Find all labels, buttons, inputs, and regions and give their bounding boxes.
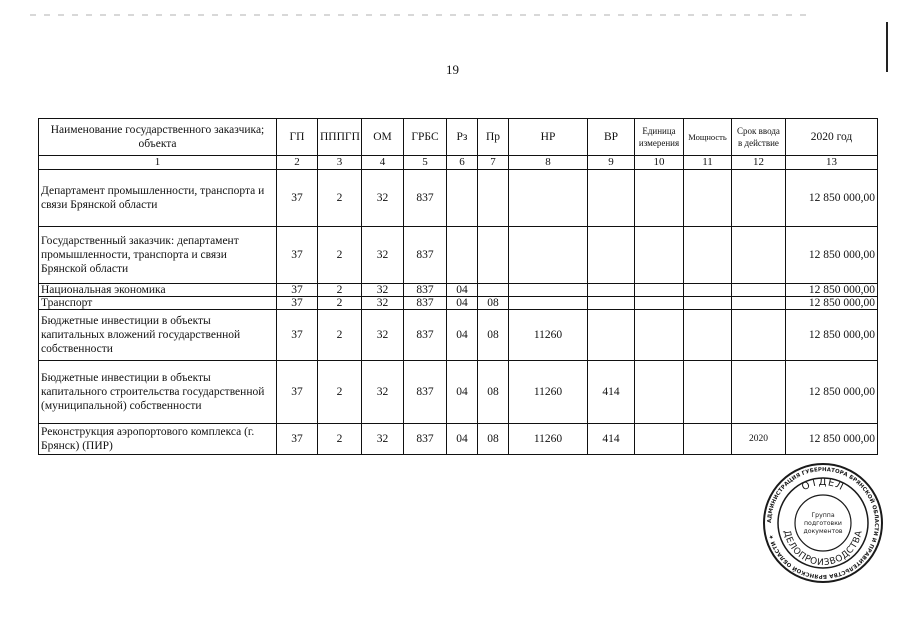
row-om: 32 <box>362 424 404 455</box>
row-grbs: 837 <box>404 297 447 310</box>
table-row <box>39 297 878 310</box>
row-unit <box>635 297 684 310</box>
budget-table <box>38 118 878 455</box>
row-amount: 12 850 000,00 <box>786 284 878 297</box>
table-row <box>39 170 878 227</box>
header-pppgp: ПППГП <box>318 119 362 156</box>
row-gp: 37 <box>277 424 318 455</box>
row-nr <box>509 297 588 310</box>
stamp-center-line: документов <box>803 528 843 535</box>
column-number: 4 <box>362 156 404 170</box>
row-rz: 04 <box>447 310 478 361</box>
stamp-ring-top-text: ОТДЕЛ <box>800 476 846 494</box>
row-om: 32 <box>362 227 404 284</box>
row-amount: 12 850 000,00 <box>786 297 878 310</box>
row-nr: 11260 <box>509 424 588 455</box>
row-pr: 08 <box>478 297 509 310</box>
stamp-center-line: подготовки <box>804 520 842 527</box>
row-amount: 12 850 000,00 <box>786 170 878 227</box>
row-pr: 08 <box>478 310 509 361</box>
row-term <box>732 361 786 424</box>
row-term <box>732 310 786 361</box>
column-number: 13 <box>786 156 878 170</box>
column-number: 12 <box>732 156 786 170</box>
table-row <box>39 227 878 284</box>
row-unit <box>635 310 684 361</box>
row-pppgp: 2 <box>318 284 362 297</box>
row-unit <box>635 170 684 227</box>
row-unit <box>635 424 684 455</box>
row-amount: 12 850 000,00 <box>786 424 878 455</box>
official-stamp <box>762 462 884 584</box>
header-nr: НР <box>509 119 588 156</box>
row-grbs: 837 <box>404 310 447 361</box>
column-number: 10 <box>635 156 684 170</box>
table-row <box>39 310 878 361</box>
row-grbs: 837 <box>404 227 447 284</box>
row-rz: 04 <box>447 361 478 424</box>
row-grbs: 837 <box>404 284 447 297</box>
row-om: 32 <box>362 361 404 424</box>
header-unit: Единица измерения <box>635 119 684 156</box>
row-pppgp: 2 <box>318 361 362 424</box>
page-number: 19 <box>446 62 459 77</box>
row-grbs: 837 <box>404 170 447 227</box>
row-name: Департамент промышленности, транспорта и связи Брянской области <box>39 170 277 227</box>
table-row <box>39 361 878 424</box>
row-nr <box>509 227 588 284</box>
row-amount: 12 850 000,00 <box>786 310 878 361</box>
row-unit <box>635 284 684 297</box>
row-name: Государственный заказчик: департамент промышленности, транспорта и связи Брянской области <box>39 227 277 284</box>
column-number: 1 <box>39 156 277 170</box>
row-gp: 37 <box>277 361 318 424</box>
row-power <box>684 361 732 424</box>
row-rz <box>447 170 478 227</box>
row-term: 2020 <box>732 424 786 455</box>
column-number: 6 <box>447 156 478 170</box>
row-power <box>684 310 732 361</box>
header-vr: ВР <box>588 119 635 156</box>
row-name: Транспорт <box>39 297 277 310</box>
row-name: Национальная экономика <box>39 284 277 297</box>
table-row <box>39 424 878 455</box>
row-rz: 04 <box>447 297 478 310</box>
column-number: 11 <box>684 156 732 170</box>
row-amount: 12 850 000,00 <box>786 227 878 284</box>
svg-text:ДЕЛОПРОИЗВОДСТВА <box>781 529 865 568</box>
row-pr <box>478 170 509 227</box>
header-pr: Пр <box>478 119 509 156</box>
row-om: 32 <box>362 284 404 297</box>
row-term <box>732 284 786 297</box>
column-number: 3 <box>318 156 362 170</box>
header-om: ОМ <box>362 119 404 156</box>
row-pr: 08 <box>478 361 509 424</box>
row-pr: 08 <box>478 424 509 455</box>
row-amount: 12 850 000,00 <box>786 361 878 424</box>
row-term <box>732 297 786 310</box>
row-power <box>684 227 732 284</box>
svg-text:ОТДЕЛ <box>800 477 846 493</box>
row-power <box>684 284 732 297</box>
stamp-center-line: Группа <box>811 512 835 519</box>
row-pppgp: 2 <box>318 170 362 227</box>
header-term: Срок ввода в действие <box>732 119 786 156</box>
row-nr <box>509 170 588 227</box>
row-vr <box>588 284 635 297</box>
scan-artifact-line <box>30 14 810 16</box>
stamp-outer-text: АДМИНИСТРАЦИЯ ГУБЕРНАТОРА БРЯНСКОЙ ОБЛАСТИ И ПРАВИТЕЛЬСТВА БРЯНСКОЙ ОБЛАСТИ ★ <box>766 466 880 580</box>
row-vr <box>588 297 635 310</box>
row-nr: 11260 <box>509 361 588 424</box>
row-unit <box>635 361 684 424</box>
row-grbs: 837 <box>404 361 447 424</box>
header-grbs: ГРБС <box>404 119 447 156</box>
header-year: 2020 год <box>786 119 878 156</box>
row-power <box>684 170 732 227</box>
row-vr: 414 <box>588 424 635 455</box>
row-grbs: 837 <box>404 424 447 455</box>
row-vr <box>588 227 635 284</box>
column-number: 2 <box>277 156 318 170</box>
row-vr <box>588 310 635 361</box>
column-number: 8 <box>509 156 588 170</box>
row-pppgp: 2 <box>318 227 362 284</box>
row-pr <box>478 284 509 297</box>
stamp-ring-bottom-text: ДЕЛОПРОИЗВОДСТВА <box>781 529 865 569</box>
row-name: Бюджетные инвестиции в объекты капитальных вложений государственной собственности <box>39 310 277 361</box>
row-power <box>684 297 732 310</box>
table-body <box>39 156 878 455</box>
header-row <box>39 119 878 156</box>
row-term <box>732 170 786 227</box>
row-pppgp: 2 <box>318 297 362 310</box>
row-nr: 11260 <box>509 310 588 361</box>
row-rz: 04 <box>447 284 478 297</box>
row-pppgp: 2 <box>318 424 362 455</box>
row-power <box>684 424 732 455</box>
row-nr <box>509 284 588 297</box>
column-number-row <box>39 156 878 170</box>
row-om: 32 <box>362 310 404 361</box>
row-rz: 04 <box>447 424 478 455</box>
row-rz <box>447 227 478 284</box>
header-power: Мощность <box>684 119 732 156</box>
row-vr <box>588 170 635 227</box>
row-term <box>732 227 786 284</box>
header-name: Наименование государственного заказчика; объекта <box>39 119 277 156</box>
row-gp: 37 <box>277 170 318 227</box>
row-pr <box>478 227 509 284</box>
row-vr: 414 <box>588 361 635 424</box>
row-om: 32 <box>362 297 404 310</box>
row-name: Реконструкция аэропортового комплекса (г. Брянск) (ПИР) <box>39 424 277 455</box>
row-name: Бюджетные инвестиции в объекты капитального строительства государственной (муниципальной) собственности <box>39 361 277 424</box>
column-number: 9 <box>588 156 635 170</box>
column-number: 7 <box>478 156 509 170</box>
header-gp: ГП <box>277 119 318 156</box>
row-gp: 37 <box>277 297 318 310</box>
row-om: 32 <box>362 170 404 227</box>
row-unit <box>635 227 684 284</box>
row-gp: 37 <box>277 284 318 297</box>
table-row <box>39 284 878 297</box>
column-number: 5 <box>404 156 447 170</box>
row-gp: 37 <box>277 310 318 361</box>
row-pppgp: 2 <box>318 310 362 361</box>
row-gp: 37 <box>277 227 318 284</box>
header-rz: Рз <box>447 119 478 156</box>
